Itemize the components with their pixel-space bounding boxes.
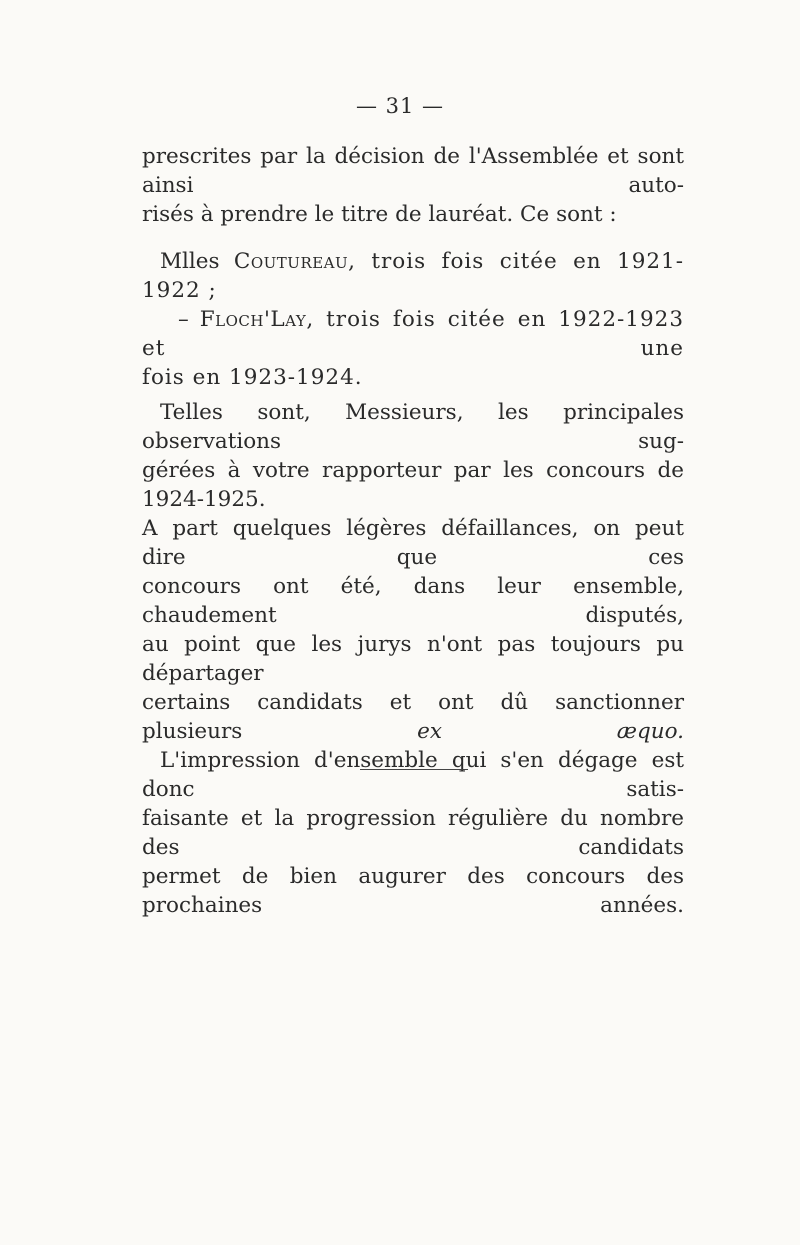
para3-line1: L'impression d'ensemble qui s'en dégage est donc satis-	[142, 748, 684, 802]
ex-aequo-italic: ex æquo.	[417, 719, 684, 744]
page-number: — 31 —	[355, 94, 445, 118]
spacer	[142, 229, 684, 247]
para2-line5: au point que les jurys n'ont pas toujours pu départager	[142, 632, 684, 686]
para3-line2: faisante et la progression régulière du nombre des candidats	[142, 806, 684, 860]
laureate-item-2-line2: fois en 1923-1924.	[142, 365, 363, 390]
para2-line6	[142, 688, 684, 746]
para2-line3: A part quelques légères défaillances, on peut dire que ces	[142, 516, 684, 570]
para1-line1: prescrites par la décision de l'Assemblée et sont ainsi auto-	[142, 144, 684, 198]
body-text	[142, 142, 684, 920]
para3-line3: permet de bien augurer des concours des prochaines années.	[142, 864, 684, 918]
para2-line4: concours ont été, dans leur ensemble, chaudement disputés,	[142, 574, 684, 628]
laureate-2-rest: , trois fois citée en 1922-1923 et une	[142, 307, 684, 361]
para2-line2: gérées à votre rapporteur par les concours de 1924-1925.	[142, 458, 684, 512]
laureate-item-1	[142, 247, 684, 305]
laureate-2-name: Floch'Lay	[199, 307, 307, 332]
para2-line1: Telles sont, Messieurs, les principales observations sug-	[142, 400, 684, 454]
laureate-1-name: Coutureau	[233, 249, 349, 274]
laureate-1-prefix: Mlles	[160, 249, 234, 274]
laureate-item-2	[142, 305, 684, 363]
end-rule	[360, 769, 468, 770]
laureate-2-prefix: –	[178, 307, 200, 332]
para1-line2: risés à prendre le titre de lauréat. Ce sont :	[142, 202, 617, 227]
laureate-1-rest: , trois fois citée en 1921-1922 ;	[142, 249, 684, 303]
para2-line6-main: certains candidats et ont dû sanctionner plusieurs	[142, 690, 684, 744]
